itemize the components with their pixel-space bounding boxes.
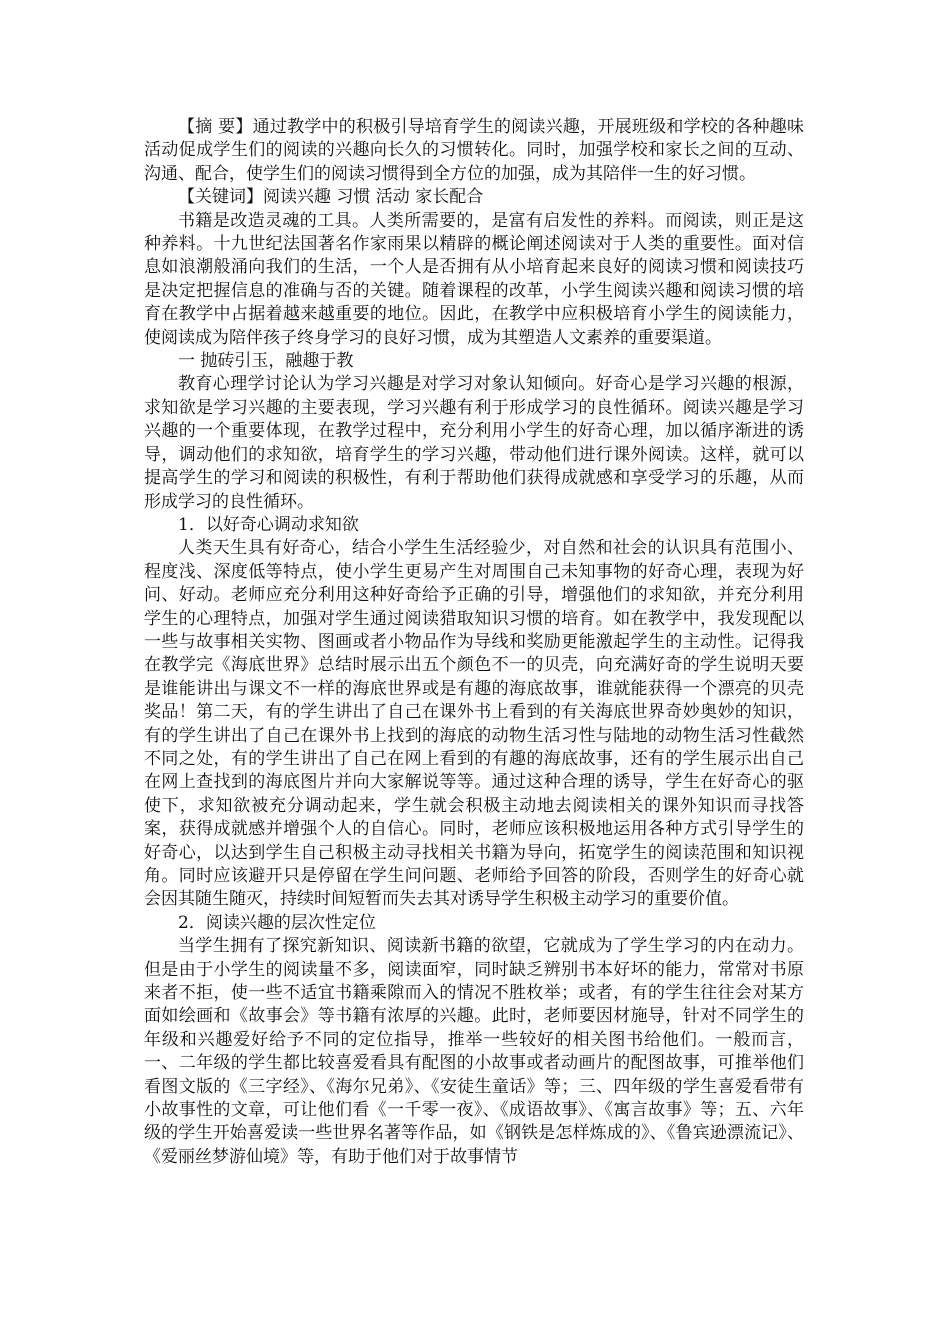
- section-1-paragraph: 教育心理学讨论认为学习兴趣是对学习对象认知倾向。好奇心是学习兴趣的根源，求知欲是学习兴趣的主要表现，学习兴趣有利于形成学习的良性循环。阅读兴趣是学习兴趣的一个重要体现，在教学过程中，充分利用小学生的好奇心理，加以循序渐进的诱导，调动他们的求知欲，培育学生的学习兴趣，带动他们进行课外阅读。这样，就可以提高学生的学习和阅读的积极性，有利于帮助他们获得成就感和享受学习的乐趣，从而形成学习的良性循环。: [144, 374, 804, 512]
- keywords-line: 【关键词】阅读兴趣 习惯 活动 家长配合: [178, 187, 484, 208]
- intro-paragraph: 书籍是改造灵魂的工具。人类所需要的，是富有启发性的养料。而阅读，则正是这种养料。十九世纪法国著名作家雨果以精辟的概论阐述阅读对于人类的重要性。面对信息如浪潮般涌向我们的生活，一个人是否拥有从小培育起来良好的阅读习惯和阅读技巧是决定把握信息的准确与否的关键。随着课程的改革，小学生阅读兴趣和阅读习惯的培育在教学中占据着越来越重要的地位。因此，在教学中应积极培育小学生的阅读能力，使阅读成为陪伴孩子终身学习的良好习惯，成为其塑造人文素养的重要渠道。: [144, 210, 804, 348]
- abstract-paragraph: 【摘 要】通过教学中的积极引导培育学生的阅读兴趣，开展班级和学校的各种趣味活动促成学生们的阅读的兴趣向长久的习惯转化。同时，加强学校和家长之间的互动、沟通、配合，使学生们的阅读习惯得到全方位的加强，成为其陪伴一生的好习惯。: [144, 117, 804, 184]
- document-page: [144, 116, 804, 1169]
- subsection-heading-2: 2．阅读兴趣的层次性定位: [178, 912, 376, 933]
- subsection-heading-1: 1．以好奇心调动求知欲: [178, 514, 359, 535]
- subsection-1-paragraph: 人类天生具有好奇心，结合小学生生活经验少，对自然和社会的认识具有范围小、程度浅、深度低等特点，使小学生更易产生对周围自己未知事物的好奇心理，表现为好问、好动。老师应充分利用这种好奇给予正确的引导，增强他们的求知欲，并充分利用学生的心理特点，加强对学生通过阅读猎取知识习惯的培育。如在教学中，我发现配以一些与故事相关实物、图画或者小物品作为导线和奖励更能激起学生的主动性。记得我在教学完《海底世界》总结时展示出五个颜色不一的贝壳，向充满好奇的学生说明天要是谁能讲出与课文不一样的海底世界或是有趣的海底故事，谁就能获得一个漂亮的贝壳奖品！第二天，有的学生讲出了自己在课外书上看到的有关海底世界奇妙奥妙的知识，有的学生讲出了自己在课外书上找到的海底的动物生活习性与陆地的动物生活习性截然不同之处，有的学生讲出了自己在网上看到的有趣的海底故事，还有的学生展示出自己在网上查找到的海底图片并向大家解说等等。通过这种合理的诱导，学生在好奇心的驱使下，求知欲被充分调动起来，学生就会积极主动地去阅读相关的课外知识而寻找答案，获得成就感并增强个人的自信心。同时，老师应该积极地运用各种方式引导学生的好奇心，以达到学生自己积极主动寻找相关书籍为导向，拓宽学生的阅读范围和知识视角。同时应该避开只是停留在学生问问题、老师给予回答的阶段，否则学生的好奇心就会因其随生随灭，持续时间短暂而失去其对诱导学生积极主动学习的重要价值。: [144, 538, 804, 910]
- subsection-2-paragraph: 当学生拥有了探究新知识、阅读新书籍的欲望，它就成为了学生学习的内在动力。但是由于小学生的阅读量不多，阅读面窄，同时缺乏辨别书本好坏的能力，常常对书原来者不拒，使一些不适宜书籍乘隙而入的情况不胜枚举；或者，有的学生往往会对某方面如绘画和《故事会》等书籍有浓厚的兴趣。此时，老师要因材施导，针对不同学生的年级和兴趣爱好给予不同的定位指导，推举一些较好的相关图书给他们。一般而言，一、二年级的学生都比较喜爱看具有配图的小故事或者动画片的配图故事，可推举他们看图文版的《三字经》、《海尔兄弟》、《安徒生童话》等；三、四年级的学生喜爱看带有小故事性的文章，可让他们看《一千零一夜》、《成语故事》、《寓言故事》等；五、六年级的学生开始喜爱读一些世界名著等作品，如《钢铁是怎样炼成的》、《鲁宾逊漂流记》、《爱丽丝梦游仙境》等，有助于他们对于故事情节: [144, 936, 804, 1167]
- section-heading-1: 一 抛砖引玉，融趣于教: [178, 351, 354, 372]
